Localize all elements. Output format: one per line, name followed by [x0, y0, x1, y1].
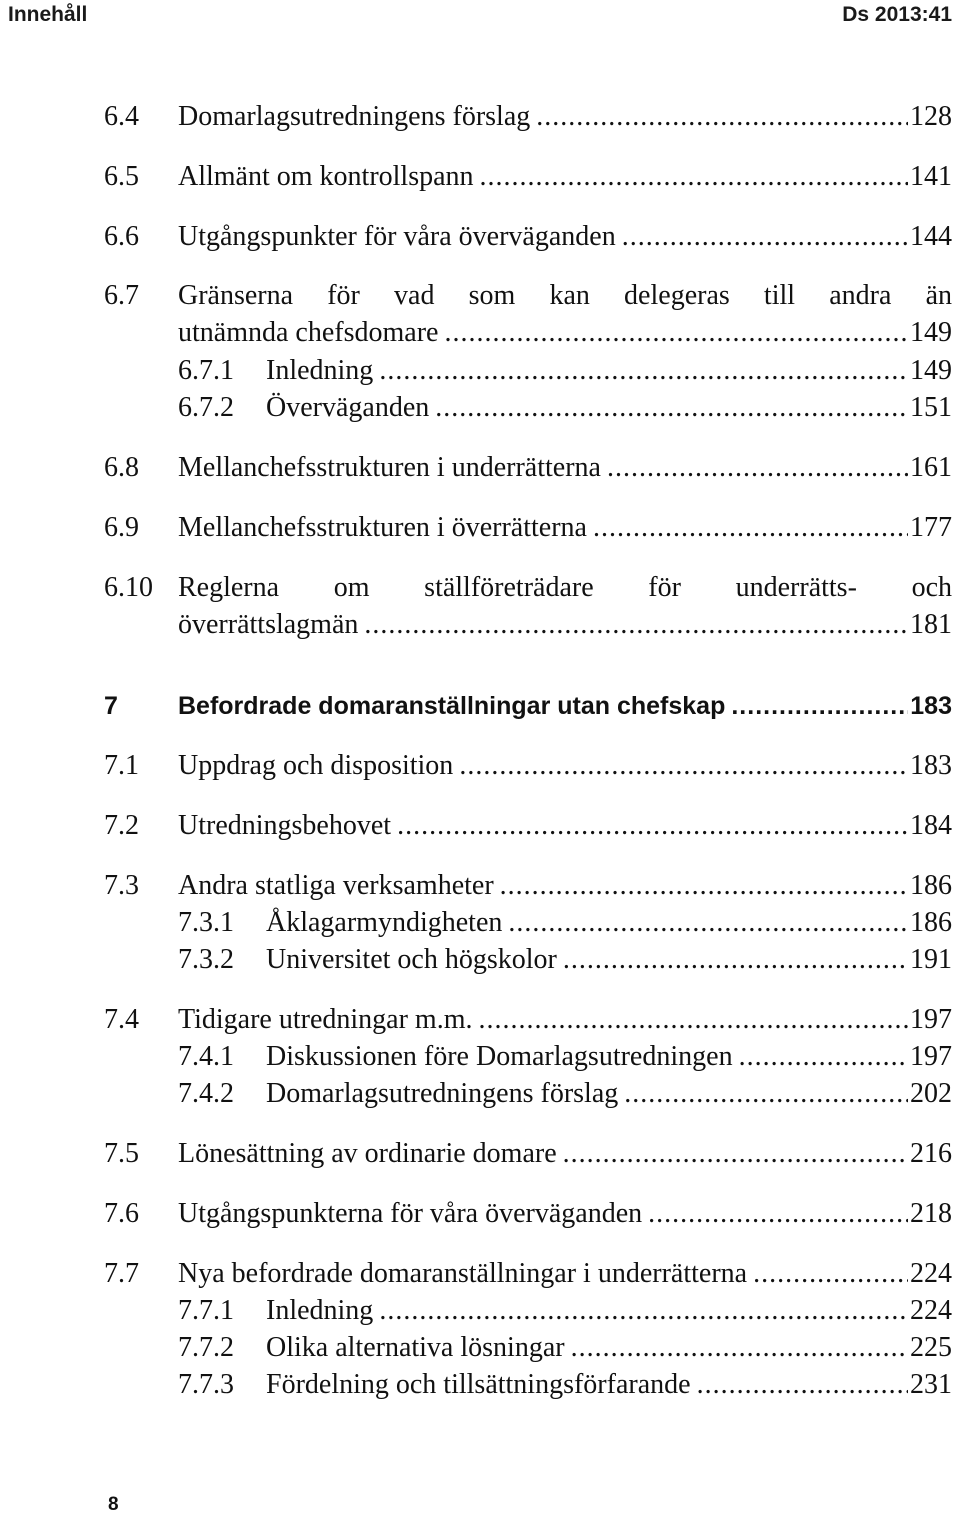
toc-entry-page: 186 — [910, 907, 952, 938]
dot-leader — [593, 509, 908, 547]
toc-entry-title: Mellanchefsstrukturen i överrätterna — [178, 512, 587, 543]
dot-leader — [563, 1135, 908, 1173]
toc-entry-7-1[interactable] — [104, 747, 952, 785]
toc-entry-number: 7.7.1 — [178, 1295, 234, 1326]
toc-entry-7-4[interactable] — [104, 1001, 952, 1039]
dot-leader — [563, 941, 908, 979]
toc-entry-title: utnämnda chefsdomare — [178, 317, 439, 348]
toc-entry-7-3[interactable] — [104, 867, 952, 905]
toc-entry-6-10-second-line[interactable] — [178, 606, 952, 644]
dot-leader — [571, 1329, 908, 1367]
toc-entry-number: 7.7.3 — [178, 1369, 234, 1400]
toc-entry-7-4-1[interactable] — [178, 1038, 952, 1076]
toc-entry-number: 7.3 — [104, 870, 139, 901]
toc-entry-page: 216 — [910, 1138, 952, 1169]
toc-entry-title: Uppdrag och disposition — [178, 750, 454, 781]
toc-entry-title: Universitet och högskolor — [266, 944, 557, 975]
dot-leader — [379, 1292, 908, 1330]
dot-leader — [459, 747, 908, 785]
dot-leader — [607, 449, 908, 487]
toc-entry-number: 7.7.2 — [178, 1332, 234, 1363]
toc-entry-page: 183 — [910, 692, 952, 720]
dot-leader — [624, 1075, 908, 1113]
toc-entry-6-9[interactable] — [104, 509, 952, 547]
toc-entry-7-3-2[interactable] — [178, 941, 952, 979]
dot-leader — [753, 1255, 908, 1293]
toc-entry-number: 7.4 — [104, 1004, 139, 1035]
header-document-id: Ds 2013:41 — [842, 3, 952, 26]
toc-entry-page: 151 — [910, 392, 952, 423]
toc-entry-page: 202 — [910, 1078, 952, 1109]
toc-entry-number: 7.3.1 — [178, 907, 234, 938]
toc-entry-page: 177 — [910, 512, 952, 543]
toc-entry-page: 181 — [910, 609, 952, 640]
dot-leader — [536, 98, 908, 136]
toc-entry-6-5[interactable] — [104, 158, 952, 196]
toc-entry-page: 191 — [910, 944, 952, 975]
toc-entry-number: 6.7 — [104, 280, 139, 311]
toc-entry-title: Utgångspunkterna för våra överväganden — [178, 1198, 643, 1229]
toc-entry-page: 149 — [910, 355, 952, 386]
header-section-title: Innehåll — [8, 3, 88, 26]
toc-entry-page: 183 — [910, 750, 952, 781]
dot-leader — [648, 1195, 908, 1233]
toc-chapter-7[interactable] — [104, 687, 952, 725]
toc-entry-title: Inledning — [266, 355, 374, 386]
toc-entry-title: Fördelning och tillsättningsförfarande — [266, 1369, 691, 1400]
toc-entry-6-10-title-line1: Reglerna om ställföreträdare för underrätts- och — [178, 572, 952, 603]
toc-entry-6-7-2[interactable] — [178, 389, 952, 427]
toc-entry-number: 6.7.2 — [178, 392, 234, 423]
toc-entry-title: Inledning — [266, 1295, 374, 1326]
toc-entry-6-4[interactable] — [104, 98, 952, 136]
toc-entry-number: 7.2 — [104, 810, 139, 841]
toc-entry-page: 144 — [910, 221, 952, 252]
toc-entry-title: Utredningsbehovet — [178, 810, 392, 841]
dot-leader — [435, 389, 908, 427]
toc-entry-7-5[interactable] — [104, 1135, 952, 1173]
toc-entry-title: överrättslagmän — [178, 609, 359, 640]
toc-entry-page: 218 — [910, 1198, 952, 1229]
toc-entry-6-7-second-line[interactable] — [178, 314, 952, 352]
toc-entry-7-2[interactable] — [104, 807, 952, 845]
dot-leader — [731, 687, 908, 725]
toc-entry-title: Överväganden — [266, 392, 430, 423]
toc-entry-page: 231 — [910, 1369, 952, 1400]
dot-leader — [444, 314, 908, 352]
page-number: 8 — [108, 1494, 119, 1515]
toc-entry-number: 7.7 — [104, 1258, 139, 1289]
toc-entry-number: 6.4 — [104, 101, 139, 132]
toc-entry-7-7[interactable] — [104, 1255, 952, 1293]
dot-leader — [739, 1038, 908, 1076]
toc-entry-number: 6.5 — [104, 161, 139, 192]
toc-entry-page: 184 — [910, 810, 952, 841]
toc-entry-number: 6.7.1 — [178, 355, 234, 386]
toc-entry-7-4-2[interactable] — [178, 1075, 952, 1113]
toc-entry-page: 225 — [910, 1332, 952, 1363]
dot-leader — [397, 807, 908, 845]
toc-entry-number: 6.10 — [104, 572, 153, 603]
toc-entry-7-7-2[interactable] — [178, 1329, 952, 1367]
toc-entry-page: 197 — [910, 1041, 952, 1072]
toc-entry-page: 161 — [910, 452, 952, 483]
toc-entry-7-6[interactable] — [104, 1195, 952, 1233]
dot-leader — [500, 867, 908, 905]
toc-entry-title: Utgångspunkter för våra överväganden — [178, 221, 616, 252]
toc-entry-number: 7.5 — [104, 1138, 139, 1169]
toc-entry-title: Lönesättning av ordinarie domare — [178, 1138, 557, 1169]
toc-entry-title: Allmänt om kontrollspann — [178, 161, 474, 192]
toc-entry-title: Diskussionen före Domarlagsutredningen — [266, 1041, 733, 1072]
toc-entry-7-7-3[interactable] — [178, 1366, 952, 1404]
toc-entry-number: 7.1 — [104, 750, 139, 781]
toc-entry-number: 7 — [104, 692, 118, 720]
toc-entry-page: 224 — [910, 1295, 952, 1326]
toc-entry-title: Åklagarmyndigheten — [266, 907, 503, 938]
toc-entry-title: Domarlagsutredningens förslag — [266, 1078, 619, 1109]
toc-entry-number: 7.6 — [104, 1198, 139, 1229]
toc-entry-6-8[interactable] — [104, 449, 952, 487]
running-header — [0, 0, 960, 34]
toc-entry-title: Mellanchefsstrukturen i underrätterna — [178, 452, 601, 483]
toc-entry-7-3-1[interactable] — [178, 904, 952, 942]
toc-entry-number: 6.9 — [104, 512, 139, 543]
toc-entry-number: 6.6 — [104, 221, 139, 252]
toc-entry-number: 7.4.1 — [178, 1041, 234, 1072]
dot-leader — [622, 218, 908, 256]
dot-leader — [508, 904, 908, 942]
toc-entry-title: Nya befordrade domaranställningar i underrätterna — [178, 1258, 748, 1289]
toc-entry-6-6[interactable] — [104, 218, 952, 256]
dot-leader — [364, 606, 908, 644]
toc-entry-title: Befordrade domaranställningar utan chefskap — [178, 692, 726, 720]
toc-entry-page: 186 — [910, 870, 952, 901]
toc-entry-page: 197 — [910, 1004, 952, 1035]
toc-entry-page: 149 — [910, 317, 952, 348]
toc-entry-title: Domarlagsutredningens förslag — [178, 101, 531, 132]
toc-entry-title: Tidigare utredningar m.m. — [178, 1004, 473, 1035]
dot-leader — [697, 1366, 908, 1404]
dot-leader — [478, 1001, 908, 1039]
toc-entry-title: Andra statliga verksamheter — [178, 870, 494, 901]
toc-entry-number: 7.3.2 — [178, 944, 234, 975]
toc-entry-title: Olika alternativa lösningar — [266, 1332, 565, 1363]
toc-entry-page: 128 — [910, 101, 952, 132]
toc-entry-6-7-title-line1: Gränserna för vad som kan delegeras till andra än — [178, 280, 952, 311]
toc-entry-number: 6.8 — [104, 452, 139, 483]
toc-entry-page: 224 — [910, 1258, 952, 1289]
dot-leader — [480, 158, 908, 196]
toc-entry-number: 7.4.2 — [178, 1078, 234, 1109]
dot-leader — [379, 352, 908, 390]
toc-entry-page: 141 — [910, 161, 952, 192]
toc-entry-7-7-1[interactable] — [178, 1292, 952, 1330]
toc-entry-6-7-1[interactable] — [178, 352, 952, 390]
